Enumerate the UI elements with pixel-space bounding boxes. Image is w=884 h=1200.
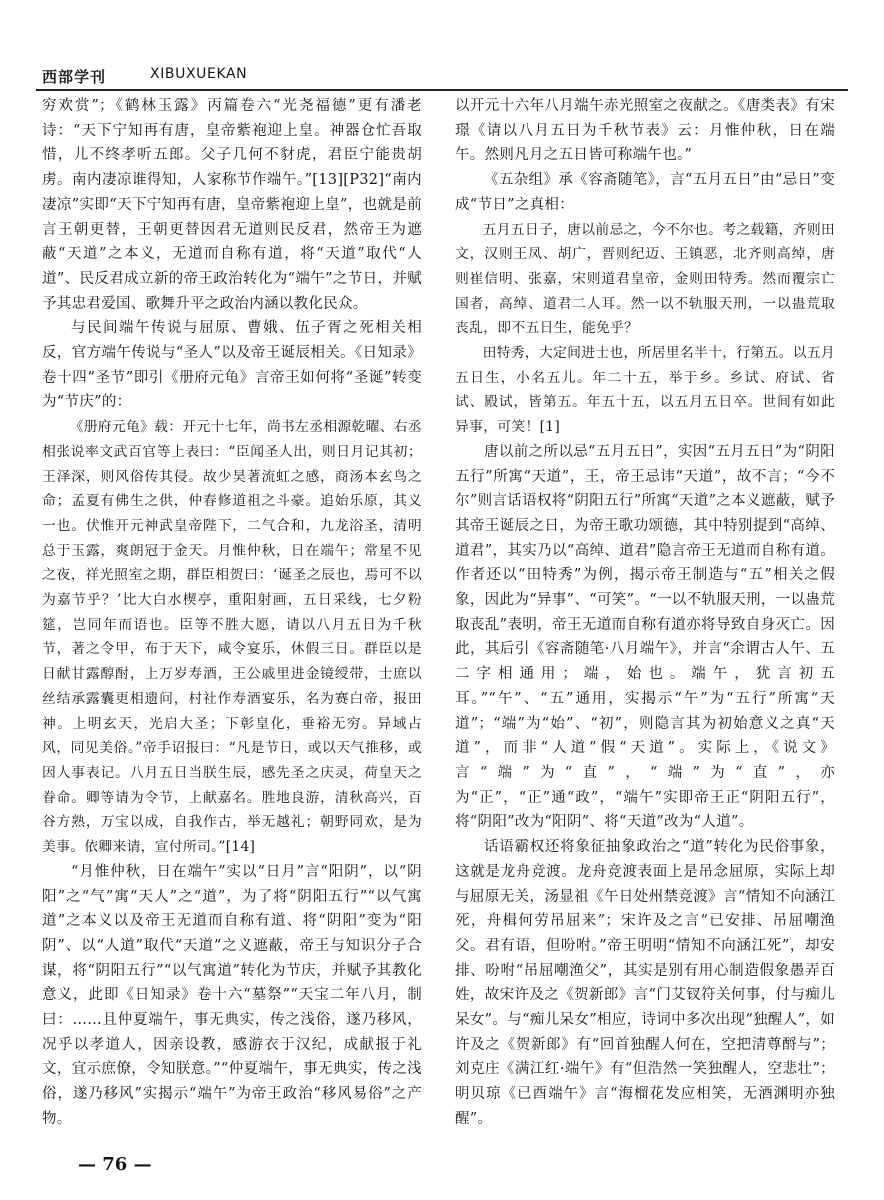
page-number: — 76 — <box>78 1154 152 1175</box>
paragraph <box>42 1132 422 1134</box>
paragraph: 话语霸权还将象征抽象政治之“道”转化为民俗事象，这就是龙舟竞渡。龙舟竞渡表面上是吊念屈原，实际上却与屈原无关，汤显祖《午日处州禁竞渡》言“情知不向涵江死，舟楫何劳吊屈来”；宋许及之言“已安排、吊屈嘲渔父。君有语，但吩咐。”帝王明明“情知不向涵江死”，却安排、吩咐“吊屈嘲渔父”，其实是别有用心制造假象愚弄百姓，故宋许及之《贺新郎》言“门艾钗符关何事，付与痴儿呆女”。与“痴儿呆女”相应，诗词中多次出现“独醒人”，如许及之《贺新郎》有“回首独醒人何在，空把清尊酹与”；刘克庄《满江红·端午》有“但浩然一笑独醒人，空悲壮”；明贝琼《已酉端午》言“海榴花发应相笑，无酒渊明亦独醒”。 <box>455 839 835 1127</box>
journal-romanization: XIBUXUEKAN <box>150 66 248 82</box>
paragraph: 穷欢赏”；《鹤林玉露》丙篇卷六“光尧福德”更有潘老诗：“天下宁知再有唐，皇帝紫袍迎上皇。神器仓忙吾取惜，儿不终孝听五郎。父子几何不豺虎，君臣宁能贵胡虏。南内凄凉谁得知，人家称节作端午。”[13][P32]“南内凄凉”实即“天下宁知再有唐，皇帝紫袍迎上皇”，也就是前言王朝更替，王朝更替因君无道则民反君，然帝王为遮蔽“天道”之本义，无道而自称有道，将“天道”取代“人道”、民反君成立新的帝王政治转化为“端午”之节日，并赋予其忠君爱国、歌舞升平之政治内涵以教化民众。 <box>42 98 422 312</box>
paragraph: 《五杂组》承《容斋随笔》，言“五月五日”由“忌日”变成“节日”之真相： <box>455 172 835 213</box>
paragraph: 《册府元龟》载：开元十七年，尚书左丞相源乾曜、右丞相张说率文武百官等上表曰：“臣闻圣人出，则日月记其初；王泽深，则风俗传其侵。故少昊著流虹之感，商汤本玄鸟之命；孟夏有佛生之供，仲春修道祖之斗豪。追始乐原，其义一也。伏惟开元神武皇帝陛下，二气合和，九龙浴圣，清明总于玉露，爽朗冠于金天。月惟仲秋，日在端午；常星不见之夜，祥光照室之期，群臣相贺曰：‘诞圣之辰也，焉可不以为嘉节乎？’比大白水楔亭，重阳射画，五日采线，七夕粉筵，岂同年而语也。臣等不胜大愿，请以八月五日为千秋节，著之令甲，布于天下，咸令宴乐，休假三日。群臣以是日献甘露醇酎，上万岁寿酒，王公戚里进金镜绶带，士庶以丝结承露囊更相遗问，村社作寿酒宴乐，名为赛白帝，报田神。上明玄天，光启大圣；下彰皇化，垂裕无穷。异域占风，同见美俗。”帝手诏报曰：“凡是节日，或以天气推移，或因人事表记。八月五日当朕生辰，感先圣之庆灵，荷皇天之眷命。卿等请为令节，上献嘉名。胜地良游，清秋高兴，百谷方熟，万宝以成，自我作古，举无越礼；朝野同欢，是为美事。依卿来请，宣付所司。”[14] <box>42 419 422 856</box>
paragraph: 五月五日子，唐以前忌之，今不尔也。考之载籍，齐则田文，汉则王凤、胡广，晋则纪迈、王镇恶，北齐则高绰，唐则崔信明、张嘉，宋则道君皇帝，金则田特秀。然而覆宗亡国者，高绰、道君二人耳。然一以不轨服天刑，一以蛊荒取丧乱，即不五日生，能免乎？ <box>455 221 835 337</box>
paragraph: 田特秀，大定间进士也，所居里名半十，行第五。以五月五日生，小名五儿。年二十五，举于乡。乡试、府试、省试、殿试，皆第五。年五十五，以五月五日卒。世间有如此异事，可笑！[1] <box>455 345 835 436</box>
paragraph: 唐以前之所以忌“五月五日”，实因“五月五日”为“阴阳五行”所寓“天道”，王，帝王忌讳“天道”，故不言；“今不尔”则言话语权将“阴阳五行”所寓“天道”之本义遮蔽，赋予其帝王诞辰之日，为帝王歌功颂德，其中特别提到“高绰、道君”，其实乃以“高绰、道君”隐言帝王无道而自称有道。作者还以“田特秀”为例，揭示帝王制造与“五”相关之假象，因此为“异事”、“可笑”。“一以不轨服天刑，一以蛊荒取丧乱”表明，帝王无道而自称有道亦将导致自身灭亡。因此，其后引《容斋随笔·八月端午》，并言“余谓古人午、五二字相通用；端，始也。端午，犹言初五耳。”“午”、“五”通用，实揭示“午”为“五行”所寓“天道”；“端”为“始”、“初”，则隐言其为初始意义之真“天道”，而非“人道”假“天道”。实际上，《说文》言“端”为“直”，“端”为“直”，亦为“正”，“正”通“政”，“端午”实即帝王正“阴阳五行”，将“阴阳”改为“阳阴”、将“天道”改为“人道”。 <box>455 443 835 831</box>
left-column <box>42 94 422 1134</box>
paragraph: 与民间端午传说与屈原、曹娥、伍子胥之死相关相反，官方端午传说与“圣人”以及帝王诞辰相关。《日知录》卷十四“圣节”即引《册府元龟》言帝王如何将“圣诞”转变为“节庆”的： <box>42 320 422 411</box>
paragraph: 以开元十六年八月端午赤光照室之夜献之。《唐类表》有宋璟《请以八月五日为千秋节表》云：月惟仲秋，日在端午。然则凡月之五日皆可称端午也。” <box>455 98 835 164</box>
journal-title: 西部学刊 <box>42 68 107 86</box>
header-rule <box>36 89 848 91</box>
paragraph: “月惟仲秋，日在端午”实以“日月”言“阳阴”，以“阴阳”之“气”寓“天人”之“道”，为了将“阴阳五行”“以气寓道”之本义以及帝王无道而自称有道、将“阴阳”变为“阳阴”、以“人道”取代“天道”之义遮蔽，帝王与知识分子合谋，将“阴阳五行”“以气寓道”转化为节庆，并赋予其教化意义，此即《日知录》卷十六“墓祭”“天宝二年八月，制曰：……且仲夏端午，事无典实，传之浅俗，遂乃移风，况乎以孝道人，因亲设教，感游衣于汉纪，成献报于礼文，宜示庶僚，令知朕意。”“仲夏端午，事无典实，传之浅俗，遂乃移风”实揭示“端午”为帝王政治“移风易俗”之产物。 <box>42 863 422 1127</box>
paragraph <box>455 1132 835 1134</box>
right-column <box>455 94 835 1134</box>
